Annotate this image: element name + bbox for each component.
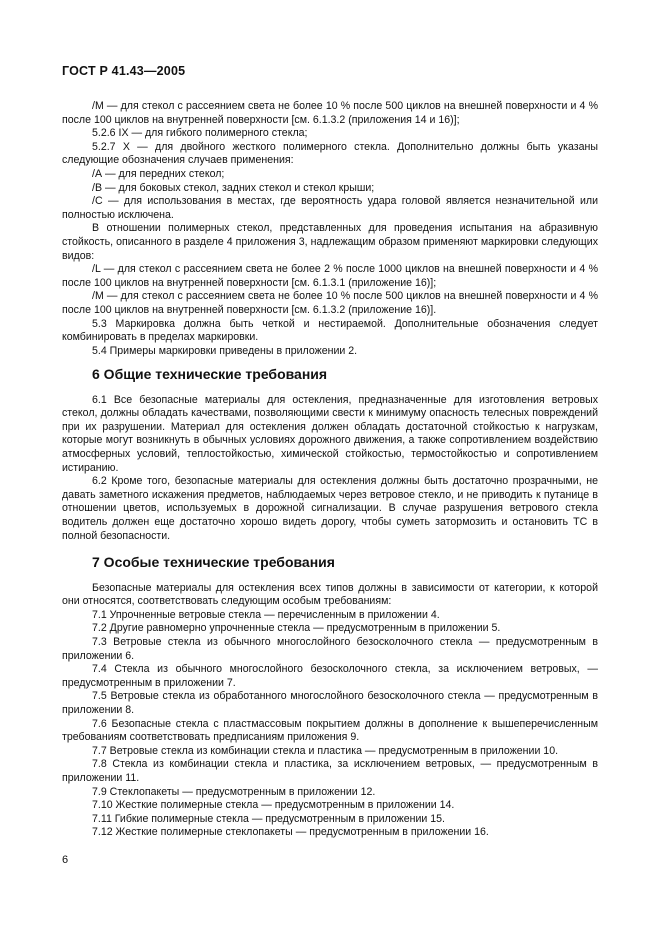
paragraph: 7.1 Упрочненные ветровые стекла — перечисленным в приложении 4. [92,608,440,621]
paragraph: /А — для передних стекол; [92,167,225,180]
paragraph: /М — для стекол с рассеянием света не более 10 % после 500 циклов на внешней поверхности и 4 % после 100 циклов на внутренней поверхности [см. 6.1.3.2 (приложение 16)]. [62,290,598,316]
section-7 [62,556,598,840]
paragraph: /С — для использования в местах, где вероятность удара головой является незначительной или полностью исключена. [62,195,598,221]
paragraph: 7.7 Ветровые стекла из комбинации стекла и пластика — предусмотренным в приложении 10. [92,744,559,757]
paragraph: 7.10 Жесткие полимерные стекла — предусмотренным в приложении 14. [92,799,455,812]
paragraph: 7.5 Ветровые стекла из обработанного многослойного безосколочного стекла — предусмотренным в приложении 8. [62,690,598,716]
marking-block [62,100,598,358]
section-6 [62,368,598,543]
paragraph: /В — для боковых стекол, задних стекол и стекол крыши; [92,181,375,194]
paragraph: 6.2 Кроме того, безопасные материалы для остекления должны быть достаточно прозрачными, не давать заметного искажения предметов, наблюдаемых через ветровое стекло, и не приводить к путанице в отношении цветов, используемых в дорожной сигнализации. В случае разрушения ветрового стекла водитель должен еще достаточно хорошо видеть дорогу, чтобы суметь затормозить и остановить ТС в полной безопасности. [62,475,598,542]
page-number: 6 [62,854,69,866]
section-heading: 7 Особые технические требования [92,554,335,570]
paragraph: 7.3 Ветровые стекла из обычного многослойного безосколочного стекла — предусмотренным в приложении 6. [62,635,598,662]
paragraph: В отношении полимерных стекол, представленных для проведения испытания на абразивную стойкость, описанного в разделе 4 приложения 3, надлежащим образом применяют маркировки следующих видов: [62,222,598,262]
paragraph: 5.2.7 Х — для двойного жесткого полимерного стекла. Дополнительно должны быть указаны следующие обозначения случаев применения: [62,140,598,167]
paragraph: 7.4 Стекла из обычного многослойного безосколочного стекла, за исключением ветровых, — предусмотренным в приложении 7. [62,663,598,689]
paragraph: 7.2 Другие равномерно упрочненные стекла — предусмотренным в приложении 5. [92,622,501,635]
paragraph: /L — для стекол с рассеянием света не более 2 % после 1000 циклов на внешней поверхности и 4 % после 100 циклов на внутренней поверхности [см. 6.1.3.1 (приложение 16)]; [62,263,598,289]
section-heading: 6 Общие технические требования [92,366,328,382]
paragraph: 5.4 Примеры маркировки приведены в приложении 2. [92,344,358,357]
paragraph: 5.2.6 IX — для гибкого полимерного стекла; [92,127,308,140]
paragraph: 7.9 Стеклопакеты — предусмотренным в приложении 12. [92,785,376,798]
paragraph: 7.12 Жесткие полимерные стеклопакеты — предусмотренным в приложении 16. [92,826,489,839]
paragraph: 7.11 Гибкие полимерные стекла — предусмотренным в приложении 15. [92,812,445,825]
paragraph: /М — для стекол с рассеянием света не более 10 % после 500 циклов на внешней поверхности и 4 % после 100 циклов на внутренней поверхности [см. 6.1.3.2 (приложения 14 и 16)]; [62,100,598,126]
paragraph: 7.6 Безопасные стекла с пластмассовым покрытием должны в дополнение к вышеперечисленным требованиям соответствовать предписаниям приложения 9. [62,717,598,744]
paragraph: 5.3 Маркировка должна быть четкой и нестираемой. Дополнительные обозначения следует комбинировать в пределах маркировки. [62,317,598,344]
paragraph: 6.1 Все безопасные материалы для остекления, предназначенные для изготовления ветровых стекол, должны обладать качествами, позволяющими свести к минимуму опасность телесных повреждений при их разрушении. Материал для остекления должен обладать достаточной стойкостью к нагрузкам, которые могут возникнуть в обычных условиях дорожного движения, а также сопротивлением воздействию атмосферных условий, теплостойкостью, химической стойкостью, термостойкостью и сопротивлением истиранию. [62,393,598,474]
paragraph: 7.8 Стекла из комбинации стекла и пластика, за исключением ветровых, — предусмотренным в приложении 11. [62,758,598,784]
paragraph: Безопасные материалы для остекления всех типов должны в зависимости от категории, к которой они относятся, соответствовать следующим особым требованиям: [62,581,598,608]
document-header: ГОСТ Р 41.43—2005 [62,64,186,78]
